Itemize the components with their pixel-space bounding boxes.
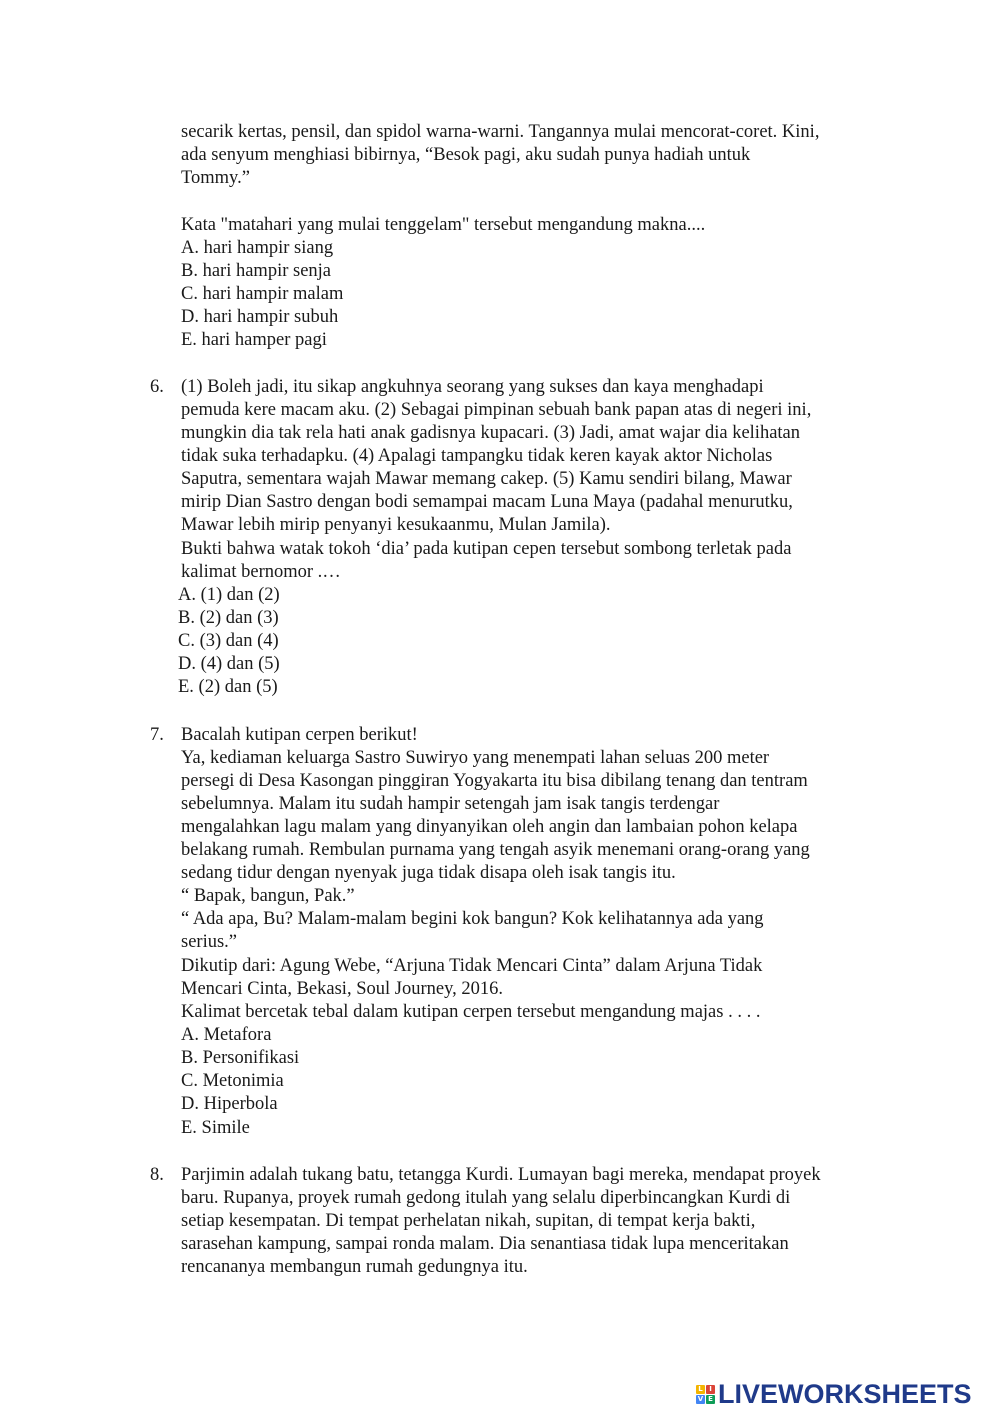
- q7-option-b[interactable]: B. Personifikasi: [181, 1048, 300, 1068]
- q8-number: 8.: [150, 1165, 164, 1185]
- intro-line: ada senyum menghiasi bibirnya, “Besok pagi, aku sudah punya hadiah untuk: [181, 145, 751, 165]
- logo-square-l: L: [696, 1385, 705, 1394]
- q8-line: sarasehan kampung, sampai ronda malam. Dia senantiasa tidak lupa menceritakan: [181, 1234, 789, 1254]
- q7-line: Dikutip dari: Agung Webe, “Arjuna Tidak Mencari Cinta” dalam Arjuna Tidak: [181, 956, 763, 976]
- q7-option-c[interactable]: C. Metonimia: [181, 1071, 284, 1091]
- q6-number: 6.: [150, 377, 164, 397]
- q7-question: Kalimat bercetak tebal dalam kutipan cerpen tersebut mengandung majas . . . .: [181, 1002, 761, 1022]
- q6-option-c[interactable]: C. (3) dan (4): [178, 631, 279, 651]
- q7-line: persegi di Desa Kasongan pinggiran Yogyakarta itu bisa dibilang tenang dan tentram: [181, 771, 808, 791]
- intro-line: Tommy.”: [181, 168, 250, 188]
- q7-number: 7.: [150, 725, 164, 745]
- q8-line: setiap kesempatan. Di tempat perhelatan nikah, supitan, di tempat kerja bakti,: [181, 1211, 756, 1231]
- q7-line: Mencari Cinta, Bekasi, Soul Journey, 2016.: [181, 979, 503, 999]
- q6-line: mirip Dian Sastro dengan bodi semampai macam Luna Maya (padahal menurutku,: [181, 492, 793, 512]
- q7-line: sedang tidur dengan nyenyak juga tidak disapa oleh isak tangis itu.: [181, 863, 676, 883]
- q6-option-d[interactable]: D. (4) dan (5): [178, 654, 280, 674]
- q6-option-a[interactable]: A. (1) dan (2): [178, 585, 280, 605]
- q7-line: mengalahkan lagu malam yang dinyanyikan oleh angin dan lambaian pohon kelapa: [181, 817, 798, 837]
- q7-option-e[interactable]: E. Simile: [181, 1118, 250, 1138]
- q5-question: Kata "matahari yang mulai tenggelam" tersebut mengandung makna....: [181, 215, 706, 235]
- q7-option-a[interactable]: A. Metafora: [181, 1025, 272, 1045]
- q7-line: serius.”: [181, 932, 237, 952]
- q5-option-d[interactable]: D. hari hampir subuh: [181, 307, 339, 327]
- q8-line: baru. Rupanya, proyek rumah gedong itulah yang selalu diperbincangkan Kurdi di: [181, 1188, 791, 1208]
- intro-line: secarik kertas, pensil, dan spidol warna-warni. Tangannya mulai mencorat-coret. Kini,: [181, 122, 820, 142]
- logo-square-i: I: [706, 1385, 715, 1394]
- q6-line: mungkin dia tak rela hati anak gadisnya kupacari. (3) Jadi, amat wajar dia kelihatan: [181, 423, 801, 443]
- q6-option-e[interactable]: E. (2) dan (5): [178, 677, 278, 697]
- q6-line: Saputra, sementara wajah Mawar memang cakep. (5) Kamu sendiri bilang, Mawar: [181, 469, 792, 489]
- liveworksheets-logo[interactable]: [696, 1378, 972, 1410]
- logo-square-e: E: [706, 1395, 715, 1404]
- q6-line: Mawar lebih mirip penyanyi kesukaanmu, Mulan Jamila).: [181, 515, 611, 535]
- q6-question: Bukti bahwa watak tokoh ‘dia’ pada kutipan cepen tersebut sombong terletak pada: [181, 539, 792, 559]
- q7-option-d[interactable]: D. Hiperbola: [181, 1094, 278, 1114]
- q6-line: tidak suka terhadapku. (4) Apalagi tampangku tidak keren kayak aktor Nicholas: [181, 446, 773, 466]
- q5-option-a[interactable]: A. hari hampir siang: [181, 238, 334, 258]
- q7-line: sebelumnya. Malam itu sudah hampir setengah jam isak tangis terdengar: [181, 794, 720, 814]
- q5-option-e[interactable]: E. hari hamper pagi: [181, 330, 327, 350]
- q6-question: kalimat bernomor .…: [181, 562, 341, 582]
- q7-line: “ Bapak, bangun, Pak.”: [181, 886, 355, 906]
- liveworksheets-logo-icon: [696, 1385, 715, 1404]
- liveworksheets-logo-text: LIVEWORKSHEETS: [718, 1378, 972, 1409]
- q7-line: “ Ada apa, Bu? Malam-malam begini kok bangun? Kok kelihatannya ada yang: [181, 909, 764, 929]
- q5-option-b[interactable]: B. hari hampir senja: [181, 261, 332, 281]
- q7-line: Bacalah kutipan cerpen berikut!: [181, 725, 418, 745]
- q5-option-c[interactable]: C. hari hampir malam: [181, 284, 344, 304]
- q7-line: Ya, kediaman keluarga Sastro Suwiryo yang menempati lahan seluas 200 meter: [181, 748, 770, 768]
- q6-line: pemuda kere macam aku. (2) Sebagai pimpinan sebuah bank papan atas di negeri ini,: [181, 400, 812, 420]
- q7-line: belakang rumah. Rembulan purnama yang tengah asyik menemani orang-orang yang: [181, 840, 810, 860]
- logo-square-v: V: [697, 1394, 704, 1403]
- q6-line: (1) Boleh jadi, itu sikap angkuhnya seorang yang sukses dan kaya menghadapi: [181, 377, 764, 397]
- q6-option-b[interactable]: B. (2) dan (3): [178, 608, 279, 628]
- q8-line: Parjimin adalah tukang batu, tetangga Kurdi. Lumayan bagi mereka, mendapat proyek: [181, 1165, 821, 1185]
- q8-line: rencananya membangun rumah gedungnya itu.: [181, 1257, 528, 1277]
